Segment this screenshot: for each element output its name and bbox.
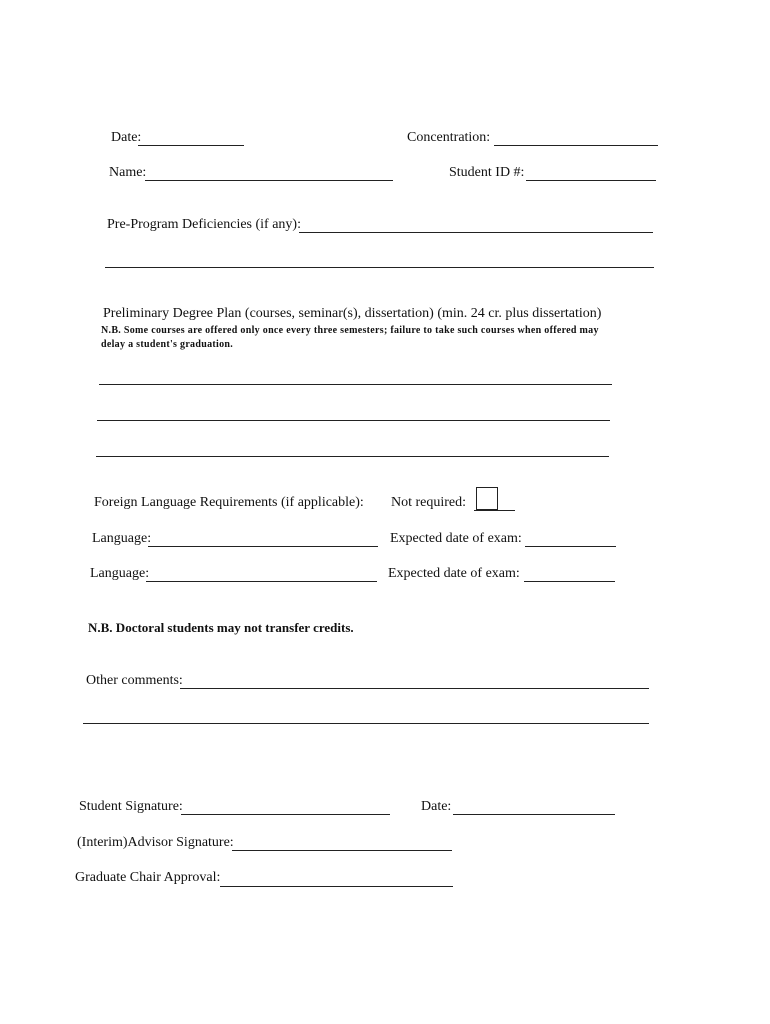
graduate-chair-label: Graduate Chair Approval: [75, 870, 221, 885]
not-required-checkbox[interactable] [476, 487, 498, 510]
concentration-label: Concentration: [407, 130, 491, 145]
degree-plan-line-3[interactable] [96, 456, 609, 457]
degree-plan-line-1[interactable] [99, 384, 612, 385]
other-comments-field[interactable] [180, 688, 649, 689]
other-comments-label: Other comments: [86, 673, 183, 688]
date-label: Date: [111, 130, 142, 145]
deficiencies-label: Pre-Program Deficiencies (if any): [107, 217, 301, 232]
advisor-signature-label: (Interim)Advisor Signature: [77, 835, 234, 850]
foreign-language-label: Foreign Language Requirements (if applicable): [94, 495, 364, 510]
student-id-label: Student ID #: [449, 165, 525, 180]
advisor-signature-field[interactable] [232, 850, 452, 851]
degree-plan-note-line-2: delay a student's graduation. [101, 339, 234, 350]
concentration-field[interactable] [494, 145, 658, 146]
student-id-field[interactable] [526, 180, 656, 181]
signature-date-field[interactable] [453, 814, 615, 815]
date-field[interactable] [138, 145, 244, 146]
student-signature-label: Student Signature: [79, 799, 183, 814]
other-comments-field-line-2[interactable] [83, 723, 649, 724]
degree-plan-line-2[interactable] [97, 420, 610, 421]
exam-date-2-label: Expected date of exam: [388, 566, 520, 581]
language-1-field[interactable] [148, 546, 378, 547]
language-2-field[interactable] [146, 581, 377, 582]
language-2-label: Language: [90, 566, 150, 581]
student-signature-field[interactable] [181, 814, 390, 815]
exam-date-1-field[interactable] [525, 546, 616, 547]
exam-date-1-label: Expected date of exam: [390, 531, 522, 546]
not-required-label: Not required: [391, 495, 467, 510]
name-label: Name: [109, 165, 147, 180]
name-field[interactable] [145, 180, 393, 181]
deficiencies-field-line-2[interactable] [105, 267, 654, 268]
signature-date-label: Date: [421, 799, 452, 814]
not-required-underline [474, 510, 515, 511]
degree-plan-note-line-1: N.B. Some courses are offered only once every three semesters; failure to take such courses when offered may [101, 325, 599, 336]
language-1-label: Language: [92, 531, 152, 546]
transfer-credits-note: N.B. Doctoral students may not transfer credits. [88, 620, 354, 635]
graduate-chair-field[interactable] [220, 886, 453, 887]
exam-date-2-field[interactable] [524, 581, 615, 582]
deficiencies-field[interactable] [299, 232, 653, 233]
degree-plan-label: Preliminary Degree Plan (courses, seminar(s), dissertation) (min. 24 cr. plus dissertation) [103, 306, 602, 321]
